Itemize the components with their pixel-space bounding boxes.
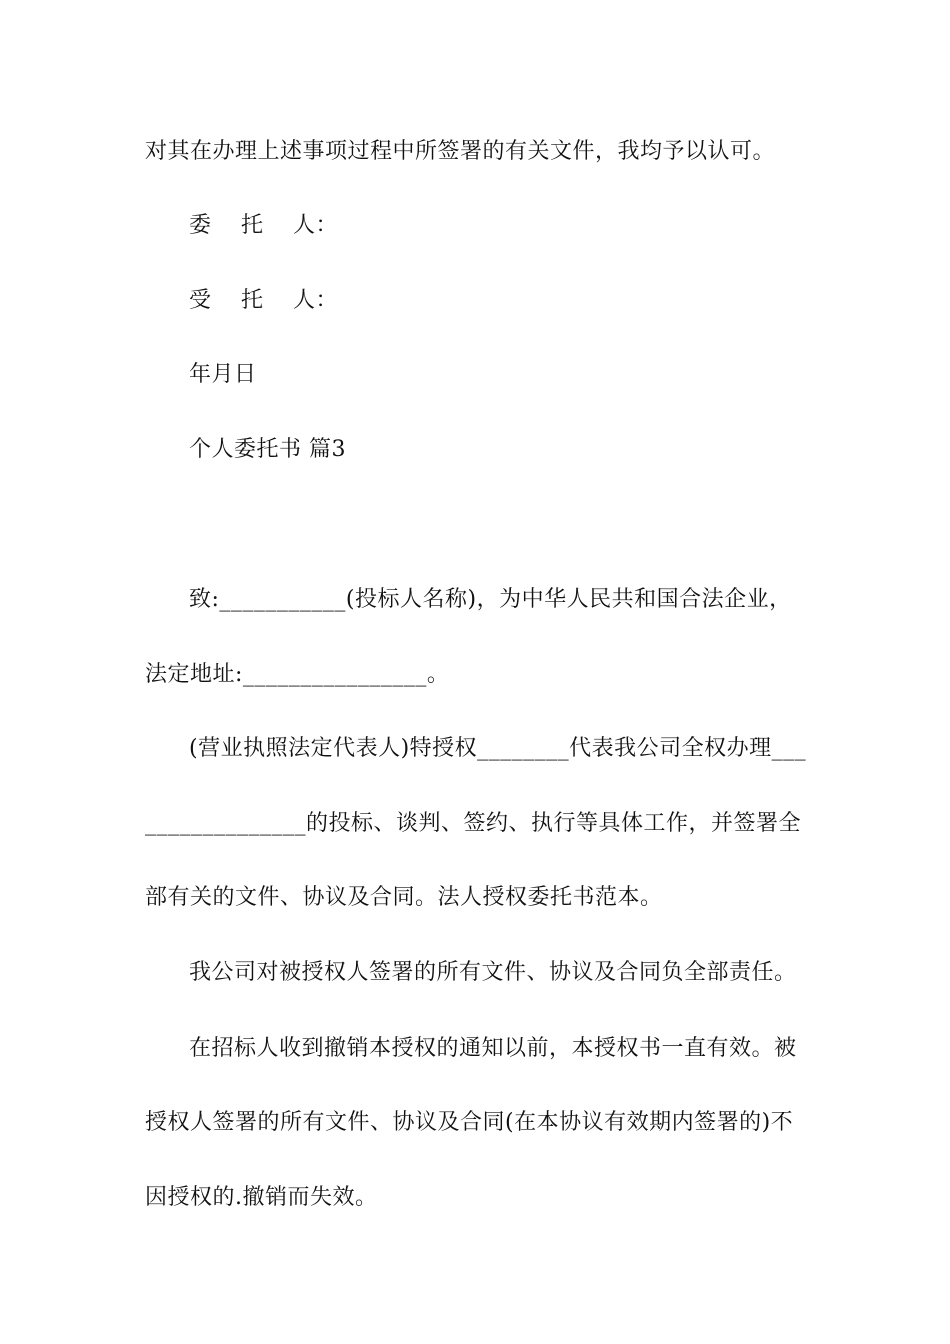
validity-paragraph-line-3: 因授权的.撤销而失效。 [145, 1185, 378, 1210]
principal-label [189, 211, 810, 241]
responsibility-paragraph: 我公司对被授权人签署的所有文件、协议及合同负全部责任。 [189, 960, 797, 985]
agent-label-text: 受 托 人： [189, 288, 338, 313]
date-line: 年月日 [189, 362, 257, 387]
authorization-paragraph-line-2: ______________的投标、谈判、签约、执行等具体工作，并签署全 [145, 811, 802, 836]
principal-label-text: 委 托 人： [189, 213, 338, 238]
address-line: 法定地址:________________。 [145, 662, 450, 687]
agent-label [189, 286, 810, 316]
authorization-paragraph-line-3: 部有关的文件、协议及合同。法人授权委托书范本。 [145, 885, 663, 910]
validity-paragraph-line-2: 授权人签署的所有文件、协议及合同(在本协议有效期内签署的)不 [145, 1110, 794, 1135]
paragraph-approval: 对其在办理上述事项过程中所签署的有关文件，我均予以认可。 [145, 139, 776, 164]
validity-paragraph-line-1: 在招标人收到撤销本授权的通知以前，本授权书一直有效。被 [189, 1036, 797, 1061]
addressee-line: 致:___________(投标人名称)，为中华人民共和国合法企业， [189, 587, 792, 612]
authorization-paragraph-line-1: (营业执照法定代表人)特授权________代表我公司全权办理___ [189, 736, 807, 761]
section-heading: 个人委托书 篇3 [189, 437, 346, 462]
